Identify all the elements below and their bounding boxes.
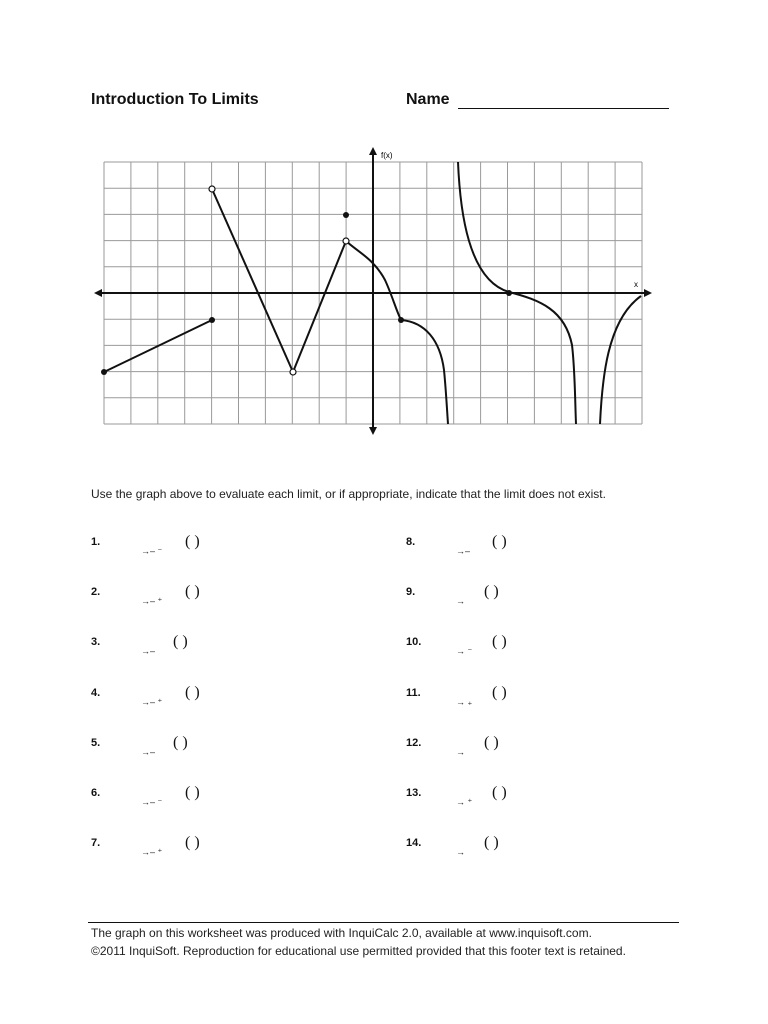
open-point [343, 238, 349, 244]
function-parentheses: ( ) [185, 533, 200, 550]
function-parentheses: ( ) [492, 533, 507, 550]
footer-line-1: The graph on this worksheet was produced with InquiCalc 2.0, available at www.inquisoft.com. [91, 926, 592, 940]
limit-problem [91, 683, 241, 717]
limit-approach-arrow: →– [456, 546, 471, 556]
limit-problem [91, 784, 241, 817]
limit-problem [406, 683, 556, 717]
footer-divider [88, 922, 679, 923]
limit-problem [91, 733, 241, 767]
closed-point [101, 369, 107, 375]
limit-approach-arrow: →– ⁺ [141, 596, 163, 607]
limit-problem [406, 834, 556, 867]
limit-approach-arrow: → ⁺ [456, 797, 473, 807]
function-parentheses: ( ) [185, 834, 200, 852]
function-parentheses: ( ) [492, 784, 507, 801]
x-axis-right-arrow [644, 289, 652, 297]
problem-number: 11. [406, 686, 421, 699]
closed-point [506, 290, 512, 296]
y-axis-up-arrow [369, 147, 377, 155]
open-point [290, 369, 296, 375]
function-parentheses: ( ) [484, 834, 499, 852]
footer-line-2: ©2011 InquiSoft. Reproduction for educational use permitted provided that this footer text is retained. [91, 944, 626, 958]
limit-problem [91, 633, 241, 666]
limit-approach-arrow: → [456, 596, 465, 607]
y-axis-label: f(x) [381, 151, 393, 160]
limit-approach-arrow: → [456, 746, 465, 757]
limit-approach-arrow: →– [141, 746, 156, 757]
limit-problem [406, 733, 556, 767]
function-parentheses: ( ) [484, 583, 499, 601]
y-axis-down-arrow [369, 427, 377, 435]
y-axis [369, 147, 377, 435]
segment-2 [212, 189, 293, 372]
problem-number: 14. [406, 837, 422, 850]
x-axis-label: x [634, 280, 638, 289]
closed-point [343, 212, 349, 218]
limit-approach-arrow: → ⁻ [456, 646, 473, 657]
problem-number: 9. [406, 586, 416, 599]
function-parentheses: ( ) [185, 583, 200, 601]
instructions-text: Use the graph above to evaluate each limit, or if appropriate, indicate that the limit does not exist. [91, 487, 606, 501]
closed-point [209, 317, 215, 323]
problem-number: 3. [91, 636, 101, 649]
function-parentheses: ( ) [185, 683, 200, 701]
problem-number: 7. [91, 837, 101, 850]
worksheet-title: Introduction To Limits [91, 91, 259, 108]
limit-problem [406, 533, 556, 566]
limit-problem [91, 533, 241, 566]
function-graph [0, 0, 768, 470]
problem-number: 10. [406, 636, 422, 649]
function-parentheses: ( ) [185, 784, 200, 801]
problem-number: 13. [406, 787, 422, 799]
limit-problem [91, 834, 241, 867]
limit-approach-arrow: →– ⁺ [141, 847, 163, 858]
limit-problem [406, 583, 556, 616]
x-axis-left-arrow [94, 289, 102, 297]
limit-approach-arrow: → ₊ [456, 696, 473, 707]
problem-number: 8. [406, 536, 416, 548]
function-parentheses: ( ) [484, 733, 499, 751]
limit-approach-arrow: →– ⁻ [141, 797, 163, 807]
function-parentheses: ( ) [492, 683, 507, 701]
open-point [209, 186, 215, 192]
limit-approach-arrow: → [456, 847, 465, 858]
limit-approach-arrow: →– [141, 646, 156, 657]
function-parentheses: ( ) [492, 633, 507, 651]
problem-number: 1. [91, 536, 101, 548]
limit-problem [406, 784, 556, 817]
problem-number: 5. [91, 736, 101, 749]
name-label: Name [406, 91, 450, 108]
function-parentheses: ( ) [173, 733, 188, 751]
limit-problem [406, 633, 556, 666]
limit-approach-arrow: →– ⁻ [141, 546, 163, 556]
limit-problem [91, 583, 241, 616]
problem-number: 4. [91, 686, 101, 699]
function-parentheses: ( ) [173, 633, 188, 651]
problem-number: 12. [406, 736, 422, 749]
closed-point [398, 317, 404, 323]
curve-7 [600, 296, 641, 424]
limit-approach-arrow: →– ⁺ [141, 696, 163, 707]
problem-number: 2. [91, 586, 101, 599]
problem-number: 6. [91, 787, 101, 799]
